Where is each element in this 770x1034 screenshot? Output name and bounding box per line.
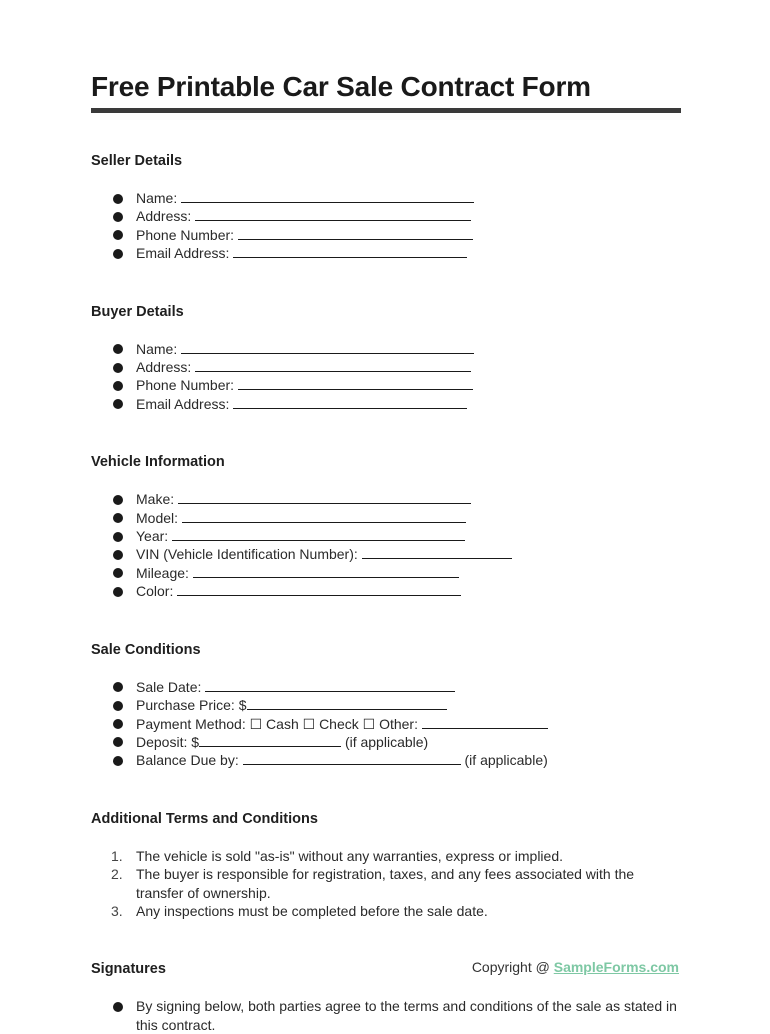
document-page: [91, 70, 681, 1034]
bullet-icon: [113, 568, 123, 578]
purchase-price-field[interactable]: [91, 696, 681, 714]
vehicle-fields: [91, 490, 681, 600]
field-label: Email Address:: [136, 245, 230, 262]
bullet-icon: [113, 249, 123, 259]
list-item: [91, 902, 681, 920]
bullet-icon: [113, 381, 123, 391]
buyer-name-field[interactable]: [91, 340, 681, 358]
seller-fields: [91, 189, 681, 263]
vehicle-mileage-field[interactable]: [91, 564, 681, 582]
blank-line: [238, 226, 473, 240]
list-item: [91, 865, 681, 902]
field-label: Email Address:: [136, 395, 230, 412]
blank-line: [247, 696, 447, 710]
sale-section-heading: Sale Conditions: [91, 641, 201, 658]
seller-phone-field[interactable]: [91, 226, 681, 244]
blank-line: [181, 189, 474, 203]
bullet-icon: [113, 399, 123, 409]
bullet-icon: [113, 194, 123, 204]
blank-line: [181, 340, 474, 354]
field-label: VIN (Vehicle Identification Number):: [136, 546, 358, 563]
bullet-icon: [113, 719, 123, 729]
sale-fields: [91, 678, 681, 770]
bullet-icon: [113, 1002, 123, 1012]
blank-line: [233, 395, 467, 409]
field-label: Address:: [136, 208, 192, 225]
signatures-text: By signing below, both parties agree to the terms and conditions of the sale as stated in this contract.: [136, 998, 677, 1033]
field-label: Mileage:: [136, 564, 189, 581]
blank-line: [193, 564, 459, 578]
vehicle-color-field[interactable]: [91, 582, 681, 600]
seller-section-heading: Seller Details: [91, 153, 183, 169]
field-label: Balance Due by:: [136, 752, 239, 769]
blank-line: [177, 582, 461, 596]
field-label: Year:: [136, 528, 169, 545]
terms-section-heading: Additional Terms and Conditions: [91, 810, 318, 827]
balance-due-field[interactable]: [91, 751, 681, 769]
page-title: Free Printable Car Sale Contract Form: [91, 70, 681, 113]
field-label: Purchase Price: $: [136, 697, 247, 714]
copyright-footer: [472, 959, 679, 975]
field-label: Model:: [136, 509, 179, 526]
blank-line: [195, 207, 471, 221]
buyer-section-heading: Buyer Details: [91, 303, 184, 320]
buyer-email-field[interactable]: [91, 395, 681, 413]
bullet-icon: [113, 550, 123, 560]
terms-list: [91, 847, 681, 921]
field-label: Phone Number:: [136, 377, 235, 394]
balance-note: (if applicable): [464, 752, 548, 769]
term-text: The vehicle is sold "as-is" without any warranties, express or implied.: [136, 847, 563, 864]
bullet-icon: [113, 344, 123, 354]
bullet-icon: [113, 495, 123, 505]
blank-line: [178, 490, 471, 504]
field-label: Name:: [136, 190, 178, 206]
signatures-section-heading: Signatures: [91, 961, 166, 978]
field-label: Color:: [136, 583, 174, 600]
vehicle-year-field[interactable]: [91, 527, 681, 545]
payment-method-field[interactable]: [91, 715, 681, 733]
bullet-icon: [113, 587, 123, 597]
blank-line: [182, 509, 466, 523]
blank-line: [205, 678, 455, 692]
bullet-icon: [113, 756, 123, 766]
seller-address-field[interactable]: [91, 207, 681, 225]
seller-name-field[interactable]: [91, 189, 681, 207]
bullet-icon: [113, 513, 123, 523]
bullet-icon: [113, 532, 123, 542]
buyer-address-field[interactable]: [91, 358, 681, 376]
list-number: 2.: [111, 866, 123, 883]
seller-email-field[interactable]: [91, 244, 681, 262]
bullet-icon: [113, 682, 123, 692]
bullet-icon: [113, 701, 123, 711]
bullet-icon: [113, 363, 123, 373]
deposit-note: (if applicable): [344, 733, 429, 750]
field-label: Payment Method: ☐ Cash ☐ Check ☐ Other:: [136, 715, 418, 732]
vehicle-model-field[interactable]: [91, 509, 681, 527]
field-label: Phone Number:: [136, 226, 235, 243]
list-item: [91, 847, 681, 865]
field-label: Deposit: $: [136, 733, 200, 750]
blank-line: [195, 358, 471, 372]
brand-link[interactable]: SampleForms.com: [553, 959, 679, 975]
term-text: Any inspections must be completed before the sale date.: [136, 902, 488, 919]
blank-line: [199, 733, 341, 747]
blank-line: [422, 715, 548, 729]
bullet-icon: [113, 212, 123, 222]
buyer-fields: [91, 340, 681, 414]
sale-date-field[interactable]: [91, 678, 681, 696]
list-number: 3.: [111, 902, 123, 919]
vehicle-make-field[interactable]: [91, 490, 681, 508]
vehicle-section-heading: Vehicle Information: [91, 454, 225, 471]
buyer-phone-field[interactable]: [91, 376, 681, 394]
field-label: Name:: [136, 340, 178, 357]
blank-line: [238, 376, 473, 390]
field-label: Sale Date:: [136, 678, 202, 695]
field-label: Address:: [136, 359, 192, 376]
list-number: 1.: [111, 847, 123, 864]
list-item: [91, 997, 681, 1034]
bullet-icon: [113, 737, 123, 747]
field-label: Make:: [136, 491, 175, 508]
term-text: The buyer is responsible for registration, taxes, and any fees associated with the transfer of ownership.: [136, 866, 635, 901]
signatures-list: [91, 997, 681, 1034]
bullet-icon: [113, 230, 123, 240]
vehicle-vin-field[interactable]: [91, 545, 681, 563]
blank-line: [243, 751, 461, 765]
blank-line: [172, 527, 465, 541]
deposit-field[interactable]: [91, 733, 681, 751]
copyright-text: Copyright @: [471, 959, 550, 975]
blank-line: [362, 545, 512, 559]
blank-line: [233, 244, 467, 258]
